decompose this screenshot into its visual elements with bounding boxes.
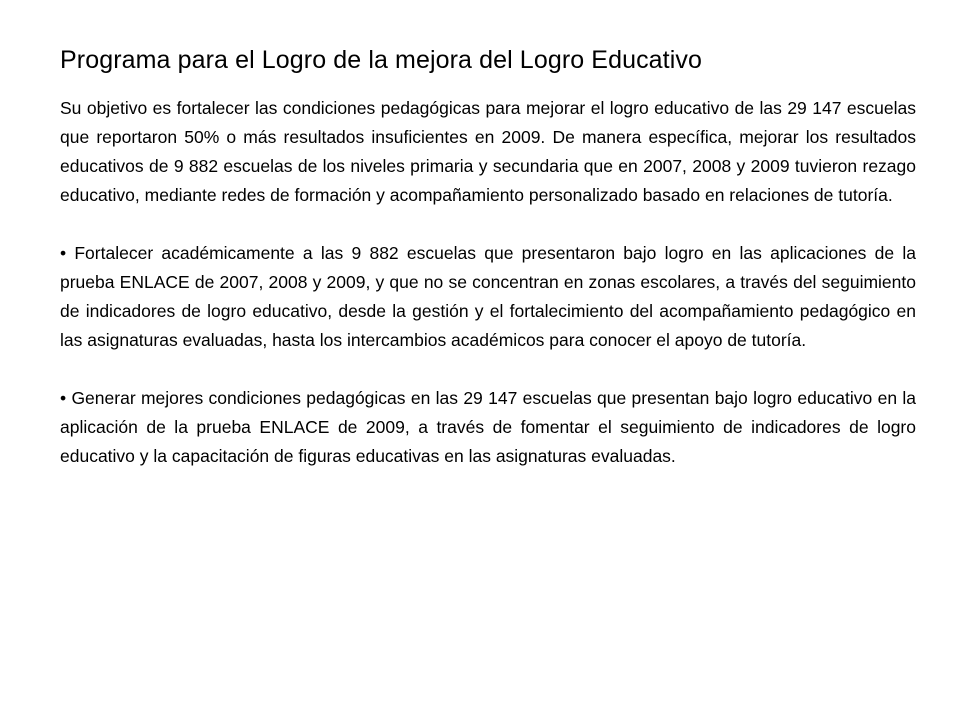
objective-paragraph: Su objetivo es fortalecer las condiciones pedagógicas para mejorar el logro educativo de las 29 147 escuelas que reportaron 50% o más resultados insuficientes en 2009. De manera específica, mejorar los resultados educativos de 9 882 escuelas de los niveles primaria y secundaria que en 2007, 2008 y 2009 tuvieron rezago educativo, mediante redes de formación y acompañamiento personalizado basado en relaciones de tutoría.	[60, 98, 916, 205]
slide-content	[60, 40, 916, 500]
slide-title: Programa para el Logro de la mejora del Logro Educativo	[60, 46, 702, 74]
bullet-paragraph-1: • Fortalecer académicamente a las 9 882 escuelas que presentaron bajo logro en las aplicaciones de la prueba ENLACE de 2007, 2008 y 2009, y que no se concentran en zonas escolares, a través del seguimiento de indicadores de logro educativo, desde la gestión y el fortalecimiento del acompañamiento pedagógico en las asignaturas evaluadas, hasta los intercambios académicos para conocer el apoyo de tutoría.	[60, 243, 916, 350]
bullet-paragraph-2: • Generar mejores condiciones pedagógicas en las 29 147 escuelas que presentan bajo logro educativo en la aplicación de la prueba ENLACE de 2009, a través de fomentar el seguimiento de indicadores de logro educativo y la capacitación de figuras educativas en las asignaturas evaluadas.	[60, 388, 916, 466]
